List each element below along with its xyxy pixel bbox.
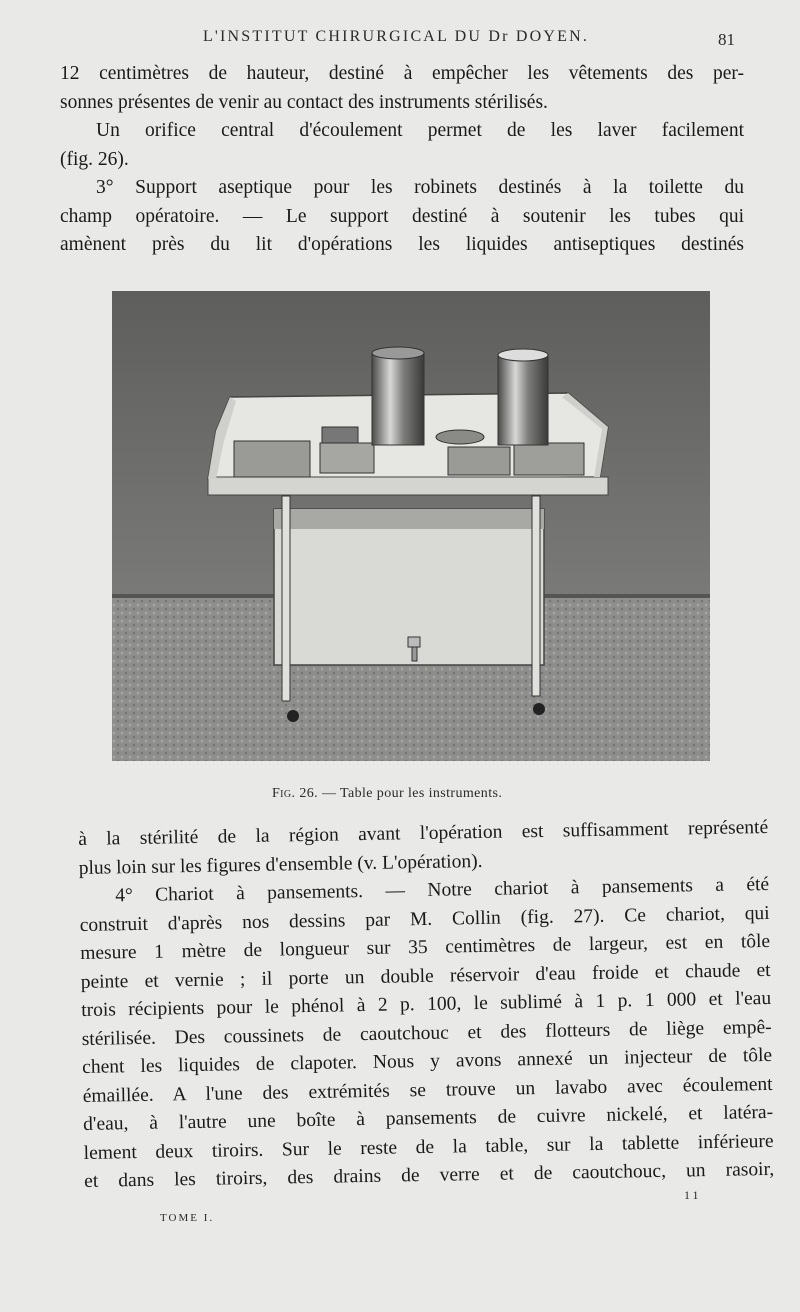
text-line: et dans les tiroirs, des drains de verre et de caoutchouc, un rasoir, [84, 1158, 775, 1192]
figure-photograph-instrument-table [112, 291, 710, 761]
text-line: champ opératoire. — Le support destiné à soutenir les tubes qui [60, 205, 744, 227]
text-line: 12 centimètres de hauteur, destiné à empêcher les vêtements des per- [60, 63, 744, 84]
page-number: 81 [718, 30, 735, 49]
text-line: à la stérilité de la région avant l'opération est suffisamment représenté [78, 816, 769, 850]
text-line: chent les liquides de clapoter. Nous y avons annexé un injecteur de tôle [82, 1044, 773, 1078]
text-line-section-heading: 3° Support aseptique pour les robinets destinés à la toilette du [96, 177, 744, 198]
text-line-section-heading: 4° Chariot à pansements. — Notre chariot à pansements a été [115, 873, 770, 907]
instrument-table-illustration [112, 291, 710, 761]
running-title: L'INSTITUT CHIRURGICAL DU Dr DOYEN. [202, 28, 590, 45]
text-line: stérilisée. Des coussinets de caoutchouc et des flotteurs de liège empê- [81, 1016, 772, 1050]
text-line: lement deux tiroirs. Sur le reste de la table, sur la tablette inférieure [83, 1130, 774, 1164]
top-paragraphs [60, 60, 744, 260]
text-line: construit d'après nos dessins par M. Collin (fig. 27). Ce chariot, qui [79, 902, 770, 936]
text-line: trois récipients pour le phénol à 2 p. 100, le sublimé à 1 p. 1 000 et l'eau [81, 987, 772, 1021]
figure-caption [272, 786, 592, 802]
text-line: Un orifice central d'écoulement permet de les laver facilement [96, 120, 744, 141]
text-line: émaillée. A l'une des extrémités se trouve un lavabo avec écoulement [82, 1073, 773, 1107]
text-line: (fig. 26). [60, 148, 129, 170]
bottom-paragraphs [78, 814, 774, 1196]
volume-label: TOME I. [160, 1212, 215, 1224]
text-line: d'eau, à l'autre une boîte à pansements de cuivre nickelé, et latéra- [83, 1101, 774, 1135]
text-line: amènent près du lit d'opérations les liquides antiseptiques destinés [60, 234, 744, 255]
text-line: sonnes présentes de venir au contact des instruments stérilisés. [60, 91, 548, 113]
figure-label: Fig. 26. [272, 786, 319, 801]
text-line: plus loin sur les figures d'ensemble (v. L'opération). [78, 850, 483, 879]
printer-signature: 11 [684, 1188, 702, 1202]
figure-caption-text: — Table pour les instruments. [321, 786, 503, 801]
text-line: mesure 1 mètre de longueur sur 35 centimètres de largeur, est en tôle [80, 930, 771, 964]
text-line: peinte et vernie ; il porte un double réservoir d'eau froide et chaude et [80, 959, 771, 993]
